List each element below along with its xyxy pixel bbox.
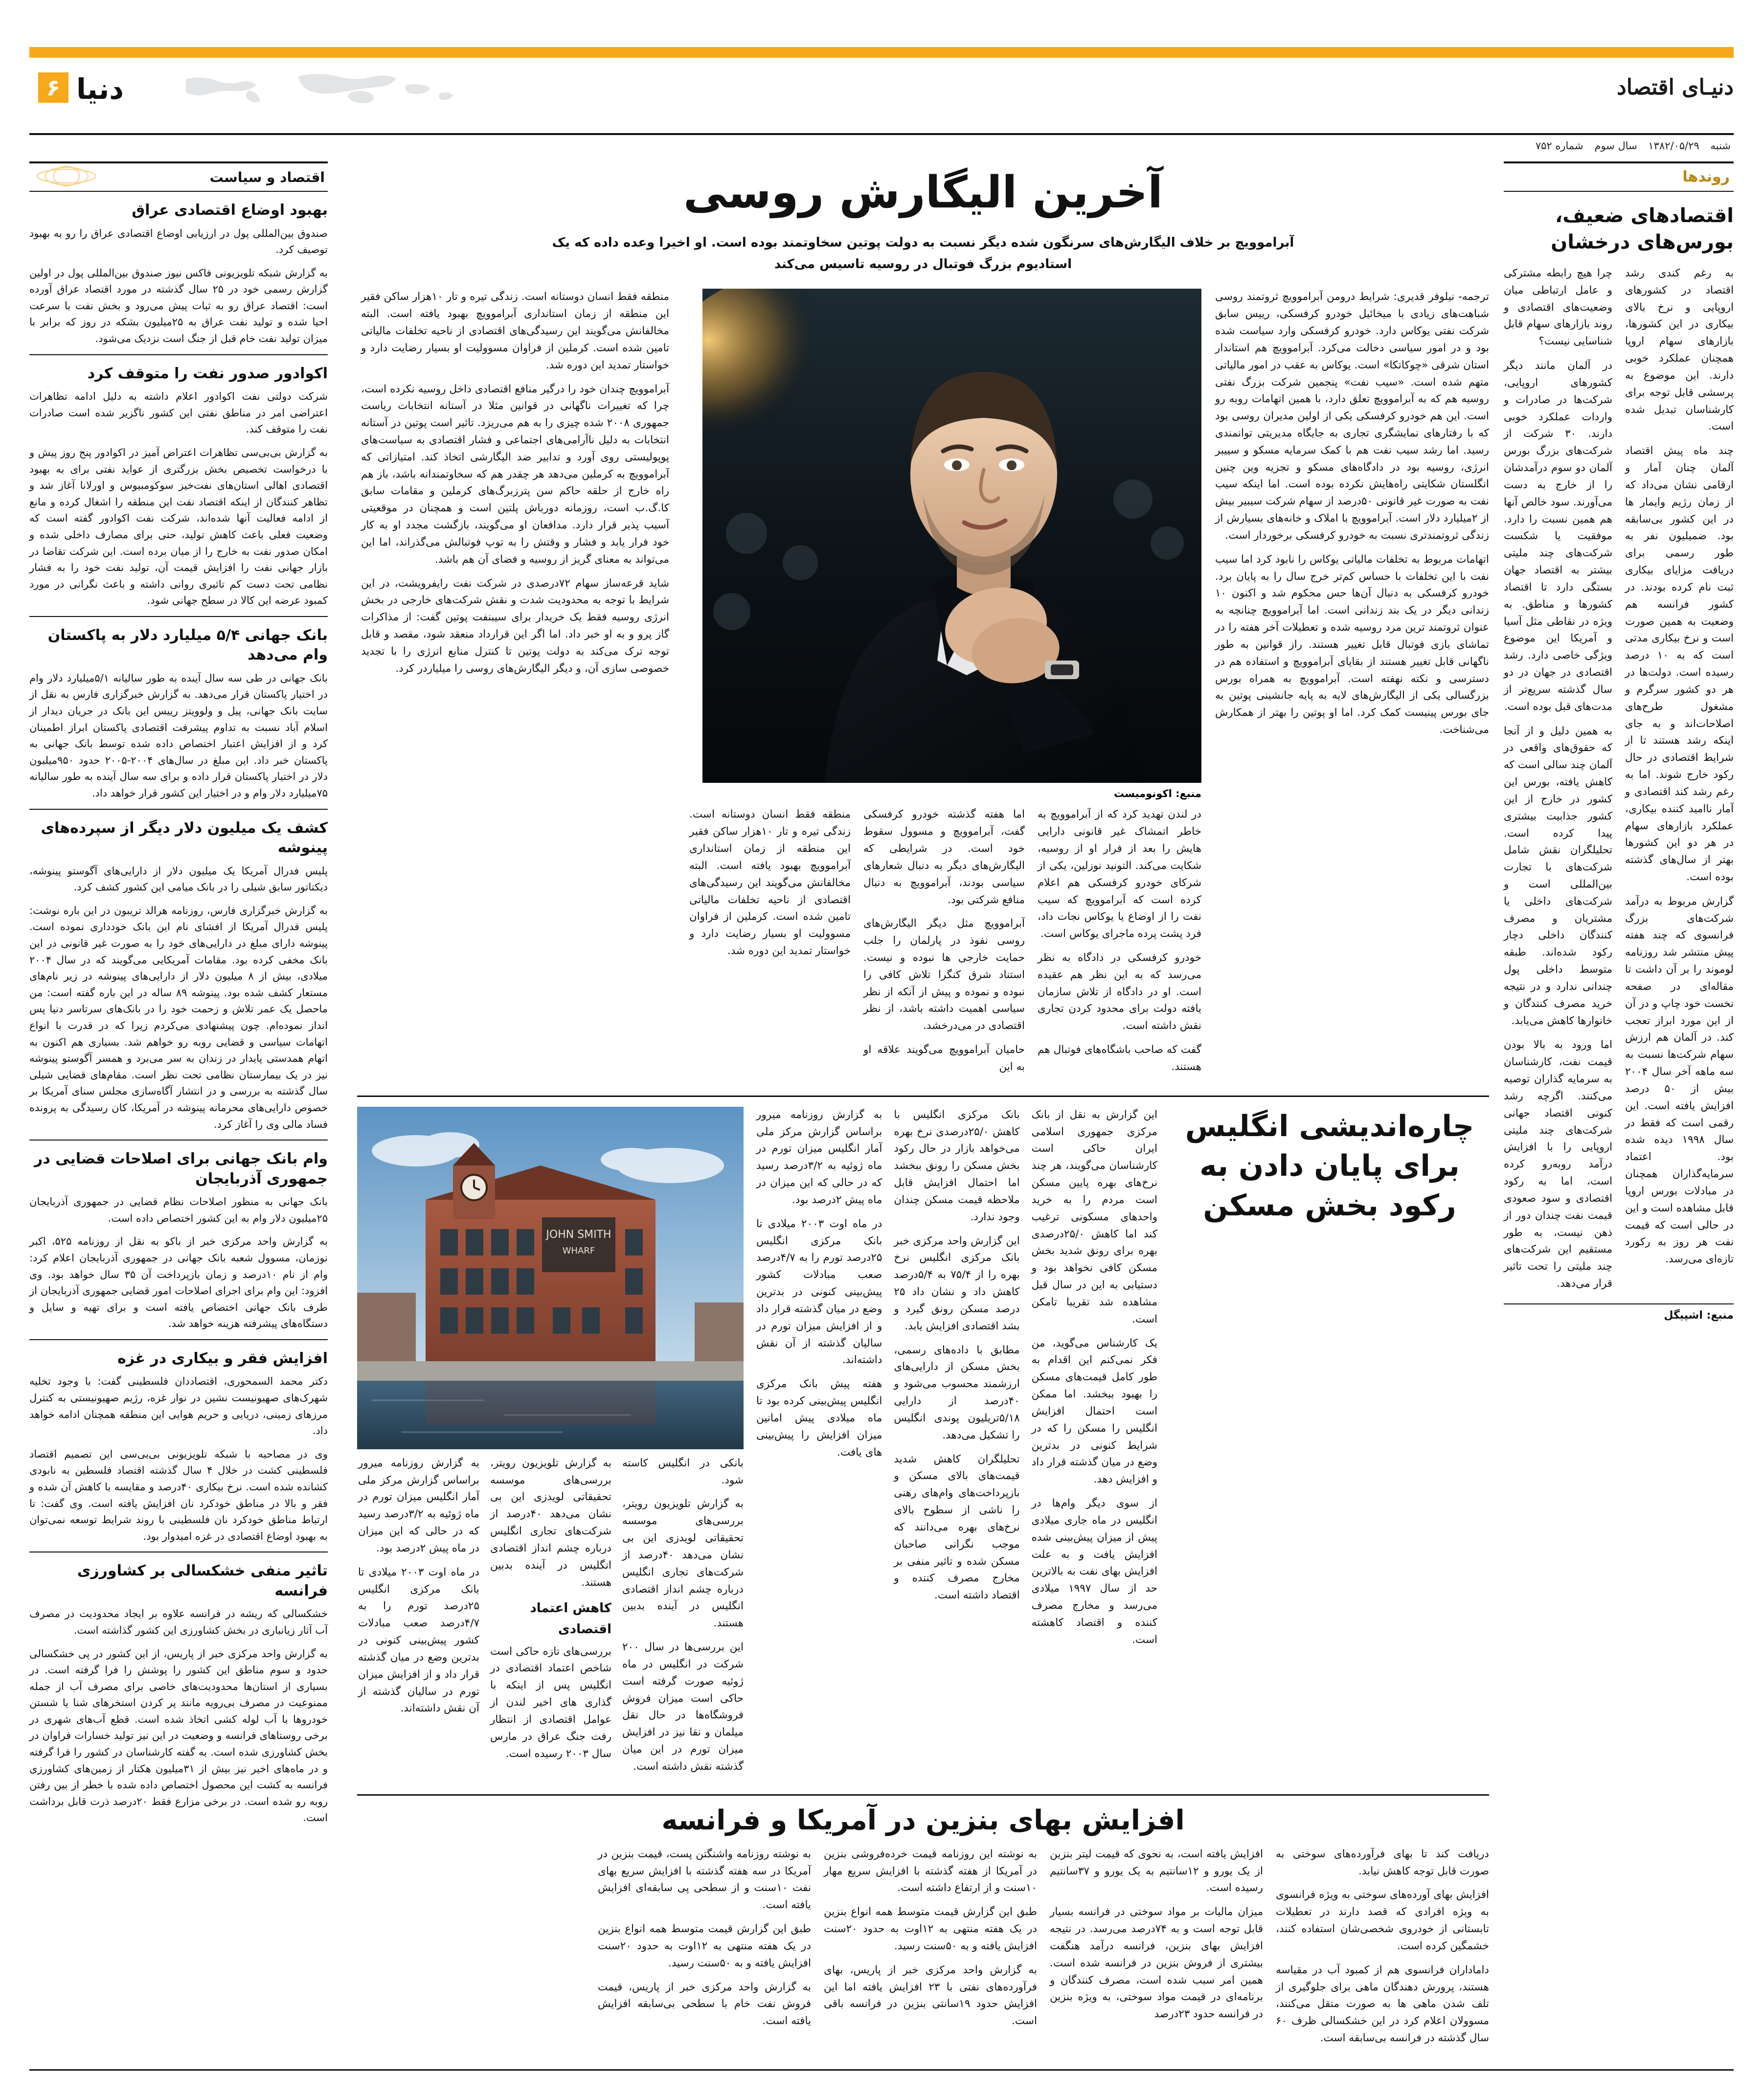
feature-paragraph: مطابق با داده‌های رسمی، بخش مسکن از دارایی‌های ارزشمند محسوب می‌شود و ۴۰درصد از دارایی ۵/۱۸تریلیون پوندی انگلیس را تشکیل می‌دهد. (894, 1344, 1020, 1441)
sidebar-paragraph: چند ماه پیش اقتصاد آلمان چنان آمار و ارقامی نشان می‌داد که از زمان رژیم وایمار ها در این کشور بی‌سابقه بود. ضمیلیون نفر به طور رسمی برای دریافت مزایای بیکاری ثبت نام کرده بودند. در کشور فرانسه هم وضعیت به همین صورت است و نرخ بیکاری مدتی است که به ۱۰ درصد رسیده است. دولت‌ها در هر دو کشور سرگرم و مشغول طرح‌های اصلاحات‌اند و به جای اینکه رشد هستند تا از شرایط اقتصادی در حال رکود خارج شوند. اما به رغم رشد کند اقتصادی و آمار ناامید کننده بیکاری، عملکرد بازارهای سهام در هر دو این کشورها بهتر از سال‌های گذشته بوده است. (1625, 445, 1734, 883)
logo-text: دنیـای اقتصاد (1617, 74, 1734, 100)
lead-source: منبع: اکونومیست (1113, 788, 1201, 800)
photo-warehouse-graphic (357, 1107, 744, 1449)
feature-housing-title-block (1170, 1107, 1489, 1226)
photo-warehouse-building (357, 1107, 744, 1449)
brief-paragraph: به گزارش واحد مرکزی خبر از پاریس، از این کشور در پی خشکسالی حدود و سوم مناطق این کشور را پوشش را فرا گرفته است. در بسیاری از استان‌ها محدودیت‌های خاصی برای مصرف آب از جمله ممنوعیت در مصرف بی‌رویه مانند پر کردن استخرهای شنا یا شستن خودروها با آب لوله کشی اتخاذ شده است. قطع آب‌های شهری در برخی روستاهای فرانسه و وضعیت در این نیز تولید خسارات فراوان در بخش کشاورزی شده است. به گفته کارشناسان در کشور را فرا گرفته و در ماه‌های اخیر نیز بیش از ۳۱میلیون هکتار از زمین‌های کشاورزی فرانسه به کشت این محصول اختصاص داده شده با خطر از بین رفتن روبه رو شده است. در برخی مزارع فقط ۲۰درصد ذرت قابل برداشت است. (29, 1647, 328, 1824)
dateline-year: سال سوم (1594, 140, 1637, 152)
brief-paragraph: شرکت دولتی نفت اکوادور اعلام داشته به دلیل ادامه تظاهرات اعتراضی امر در مناطق نفتی این کشور ناگزیر شده است صادرات نفت را متوقف کند. (29, 390, 328, 435)
feature-petrol-column-1 (1276, 1846, 1489, 2054)
feature-paragraph: یک کارشناس می‌گوید، من فکر نمی‌کنم این اقدام به طور کامل قیمت‌های مسکن را بهبود ببخشد. اما ممکن است احتمال افزایش انگلیس را مسکن را که در شرایط کنونی در بدترین وضع در میان گذشته قرار داد و افزایش دهد. (1031, 1337, 1157, 1486)
lead-paragraph: اتهامات مربوط به تخلفات مالیاتی یوکاس را نابود کرد اما سیب نفت با این تخلفات با حساس کم‌تر خرج سال را به پایان برد. خودرو کرفسکی به دنبال آن‌ها حس محکوم شد و اکنون ۱۰ زندانی دیگر در یک بند زندانی است. اما آبراموویچ چنانچه به عنوان ثروتمند ترین مرد روسیه شده و تعطیلات آخر هفته را در تماشای بازی فوتبال قابل تغییر هستند. راز قوانین به طور ناگهانی قابل تغییر هستند از بقایای آبراموویچ و استفاده هم در دسترسی و نکته نهفته است. آبراموویچ به همراه بورس بزرگسالی یکی از الیگارش‌های لایه به پایه جانشینی پوتین به جای بورس پینیست کمک کرد. اما او پوتین را بهتر از همکارش می‌شناخت. (1215, 553, 1489, 736)
lead-paragraph: شاید قرعه‌ساز سهام ۷۲درصدی در شرکت نفت رایفرویشت، در این شرایط با توجه به محدودیت شدت و نقش شرکت‌های خارجی در بخش انرژی روسیه فقط یک خریدار برای سیبنفت پوتین گفت: از مذاکرات گاز پرو و به او خبر داد. اما اگر این قرارداد منعقد شود، مقصد و قابل توجه ترک می‌کند به دولت پوتین تا کنترل منابع انرژی را با تجدید خصوصی سازی آن، و دیگر الیگارش‌های روسی را میلیاردر کرد. (361, 577, 669, 675)
page-bottom-rule (29, 2069, 1734, 2071)
main-content (357, 161, 1489, 2054)
feature-housing-column-3 (756, 1107, 882, 1656)
feature-petrol (357, 1794, 1489, 2054)
feature-housing-column-2 (894, 1107, 1019, 1656)
sidebar-paragraph: در آلمان مانند دیگر کشورهای اروپایی، شرکت‌ها در صادرات و واردات عملکرد خوبی دارند. ۳۰ شرکت از شرکت‌های بزرگ بورس آلمان دو سوم درآمدشان را از خارج به دست می‌آورند. سود خالص آنها هم همین نسبت را دارد. موفقیت یا شکست شرکت‌های چند ملیتی بیشتر به اقتصاد جهان بستگی دارد تا اقتصاد کشورها و مناطق. به ویژه در نقاطی مثل آسیا و آمریکا این موضوع ویژگی خاصی دارد. رشد اقتصادی در جهان در دو سال گذشته سریع‌تر از مدت‌های قبل بوده است. (1504, 360, 1612, 713)
lead-underphoto-columns (683, 806, 1201, 1082)
lead-paragraph: اما هفته گذشته خودرو کرفسکی گفت، آبراموویچ و مسوول سقوط خود است. در شرایطی که الیگارش‌های دیگر به دنبال شعارهای سیاسی بودند، آبراموویچ به دنبال منافع شرکتی بود. (863, 808, 1025, 906)
feature-paragraph: هفته پیش بانک مرکزی انگلیس پیش‌بینی کرده بود تا ماه میلادی پیش امانین میزان افزایش را پیش‌بینی های یافت. (756, 1378, 882, 1459)
lead-paragraph: حامیان آبراموویچ می‌گویند علاقه او به این (863, 1044, 1025, 1073)
brief-divider (29, 354, 328, 355)
brief-title: افزایش فقر و بیکاری در غزه (117, 1349, 328, 1367)
feature-paragraph: به گزارش واحد مرکزی خبر از پاریس، قیمت فروش نفت خام با سطحی بی‌سابقه افزایش یافته است. (598, 1981, 811, 2028)
brief-title: بهبود اوضاع اقتصادی عراق (132, 202, 328, 219)
feature-paragraph: این گزارش به نقل از بانک مرکزی جمهوری اسلامی ایران حاکی است کارشناسان می‌گویند، هر چند نرخ‌های بهره پایین مسکن است مردم را به خرید واحدهای مسکونی ترغیب کند اما کاهش ۲۵/۰درصدی بهره برای رونق شدید بخش مسکن کافی نخواهد بود و دستیابی به این در سال قبل مشاهده شد تقریبا تامکن است. (1031, 1108, 1157, 1325)
brief-divider (29, 616, 328, 617)
brief-item (29, 626, 328, 802)
feature-paragraph: طبق این گزارش قیمت متوسط همه انواع بنزین در یک هفته منتهی به ۱۲اوت به حدود ۲۰سنت افزایش یافته و به ۵۰سنت رسید. (824, 1906, 1037, 1952)
brief-paragraph: به گزارش شبکه تلویزیونی فاکس نیوز صندوق بین‌المللی پول در اولین گزارش رسمی خود در ۲۵ سال گذشته در مورد اقتصاد عراق آورده است: اقتصاد عراق رو به ثبات پیش می‌رود و بخش نفت با سرعت احیا شده و تولید نفت عراق به ۲۵میلیون بشکه در روز که برابر با میزان تولید نفت خام قبل از جنگ است نزدیک می‌شود. (29, 267, 328, 345)
feature-paragraph: دریافت کند تا بهای فرآورده‌های سوختی به صورت قابل توجه کاهش نیابد. (1276, 1848, 1489, 1877)
svg-text:WHARF: WHARF (562, 1245, 595, 1256)
feature-petrol-column-2 (1050, 1846, 1263, 2030)
sidebar-economy-politics (29, 161, 328, 2050)
lead-deck: آبراموویچ بر خلاف الیگارش‌های سرنگون شده دیگر نسبت به دولت پوتین سخاوتمند بوده است. او اخیرا وعده داده که یک استادیوم بزرگ فوتبال در روسیه تاسیس می‌کند (552, 235, 1294, 272)
lead-paragraph: ترجمه- نیلوفر قدیری: شرایط درومن آبراموویچ ثروتمند روسی شباهت‌های زیادی با میخائیل خودرو کرفسکی، رییس سابق شرکت نفتی یوکاس دارد. خودرو کرفسکی وارد سیاست شده بود و در امور سیاسی دخالت می‌کرد. آبراموویچ هم استاندار استان شرقی «چوکاتکا» است. یوکاس به عقب در امور مالیاتی متهم شده است. «سیب نفت» پنجمین شرکت بزرگ نفتی روسیه هم که به آبراموویچ تعلق دارد، با همین اتهامات روبه رو است. این هم خودرو کرفسکی یکی از اولین مدیران روسی بود که با رفتارهای نمایشگری تجاری به جایگاه مدیریتی توانمندی رسید. اما رشد سیب نفت هم با کمک سرمایه مسکو و سییبر انرژی، روسیه بود در دادگاه‌های مسکو و تجزیه وین چنین انگلستان شکایتی راه‌هایش نکرده بوده است. اما اینکه سیب نفت به صورت غیر قانونی ۵۰درصد از سهام شرکت سیبیر بیش از ۲میلیارد دلار است. آبراموویچ با املاک و خانه‌های بسیارش از زندگی ثروتمندتری نسبت به خودرو کرفسکی برخوردار است. (1215, 291, 1489, 542)
brief-item (29, 1349, 328, 1545)
lead-paragraph: خودرو کرفسکی در دادگاه به نظر می‌رسد که به این نظر هم عقیده است. او در دادگاه از تلاش سازمان یافته دولت برای محدود کردن تجاری نقش داشته است. (1038, 952, 1201, 1032)
feature-housing-column-5 (490, 1455, 611, 1782)
feature-housing-lower-columns (357, 1455, 744, 1782)
feature-housing-photo-block (357, 1107, 744, 1782)
brief-paragraph: خشکسالی که ریشه در فرانسه علاوه بر ایجاد محدودیت در مصرف آب آثار زیانباری در بخش کشاورزی این کشور گذاشته است. (29, 1608, 328, 1636)
brief-title: تاثیر منفی خشکسالی بر کشاورزی فرانسه (77, 1562, 328, 1599)
feature-paragraph: این بررسی‌ها در سال ۲۰۰ شرکت در انگلیس در ماه ژوئیه صورت گرفته است حاکی است میزان فروش فروشگاه‌ها در حال نقل میلمان و نقا نیز در افزایش میزان تورم در این میان گذشته نقش داشته است. (622, 1641, 744, 1773)
leftbar-header (29, 161, 328, 192)
feature-paragraph: به نوشته روزنامه واشنگتن پست، قیمت بنزین در آمریکا در سه هفته گذشته با افزایش سریع بهای نفت ۱۰سنت و از سطحی پی سابقه‌ای افزایش یافته است. (598, 1848, 811, 1912)
brief-item (29, 819, 328, 1133)
brief-divider (29, 1339, 328, 1340)
feature-paragraph: از سوی دیگر وام‌ها در انگلیس در ماه جاری میلادی پیش از میزان پیش‌بینی شده افزایش یافت و به علت افزایش بهای نفت به بالاترین حد از سال ۱۹۹۷ میلادی می‌رسد و مخارج مصرف کننده و اقتصاد کاهشته است. (1031, 1497, 1157, 1646)
brief-paragraph: بانک جهانی در طی سه سال آینده به طور سالیانه ۵/۱میلیارد دلار وام در اختیار پاکستان قرار می‌دهد. به گزارش خبرگزاری فارس به نقل از سایت بانک جهانی، پیل و ولوویتز رییس این بانک در جریان دیدار از اسلام آباد نسبت به تداوم پیشرفت اقتصادی پاکستان ابراز اطمینان کرد و از افزایش اعتبار اختصاص داده شده توسط بانک جهانی به پاکستان خبر داد. این مبلغ در سال‌های ۲۰۰۴-۲۰۰۵ حدود ۹۵۰میلیون دلار در اختیار پاکستان قرار داده و برای سه سال آینده به طور سالیانه ۷۵میلیارد دلار وام و در اختیار این کشور قرار خواهد داد. (29, 672, 328, 799)
lead-paragraph: آبراموویچ چندان خود را درگیر منافع اقتصادی داخل روسیه نکرده است، چرا که تغییرات ناگهانی در قوانین مثلا در آستانه انتخابات ریاست جمهوری ۲۰۰۸ شده چیزی را به هم می‌ریزد. تاثیر است پوتین در آستانه انتخابات به دلیل ناآرامی‌های اجتماعی و فشار اقتصادی به سیاست‌های پوپولیستی روی آورد و تدابیر ضد الیگارشی اتخاذ کند. امتیازاتی که آبراموویچ به کرملین می‌دهد هر چقدر هم که سخاوتمندانه باشد، باز هم راه خارج از حلقه حاکم سن پترزبرگ‌های کرملین و مقامات سابق کا.گ.ب است، روزمانه دورباش پلتین است و همچنان در موقعیتی آسیب پذیر قرار دارد. مدافعان او می‌گویند، بازگشت مجدد او به کار خود فرار یابد و فشار و وقتش را به توپ فوتبالش می‌گذراند، اما این می‌تواند به معنای گریز از روسیه و فضای آن هم باشد. (361, 383, 669, 566)
dateline-issue: شماره ۷۵۲ (1535, 140, 1583, 152)
feature-paragraph: بررسی‌های تازه حاکی است شاخص اعتماد اقتصادی در انگلیس پس از اینکه با گذاری های اخیر لندن از عوامل اقتصادی از انتظار رفت جنگ عراق در مارس سال ۲۰۰۳ رسیده است. (490, 1645, 611, 1760)
dateline (1528, 140, 1731, 152)
sidebar-trends (1504, 161, 1734, 2050)
sidebar-kicker: روندها (1682, 168, 1730, 185)
brief-title: کشف یک میلیون دلار دیگر از سپرده‌های پینوشه (41, 819, 328, 857)
feature-paragraph: افزایش بهای آورده‌های سوختی به ویژه فرانسوی به ویژه افرادی که قصد دارند در تعطیلات تابستانی از خودروی شخصی‌شان استفاده کنند، خشمگین کرده است. (1276, 1889, 1489, 1952)
world-map-graphic (176, 70, 470, 106)
feature-housing (357, 1096, 1489, 1782)
feature-petrol-column-4 (598, 1846, 811, 2037)
sidebar-paragraph: چرا هیچ رابطه مشترکی و عامل ارتباطی میان وضعیت‌های اقتصادی و روند بازارهای سهام قابل شناسایی نیست؟ (1504, 267, 1612, 348)
feature-paragraph: به گزارش تلویزیون رویتر، بررسی‌های موسسه تحقیقاتی لویدزی این بی نشان می‌دهد ۴۰درصد از شرکت‌های تجاری انگلیس درباره چشم انداز اقتصادی انگلیس در آینده بدبین هستند. (490, 1457, 611, 1589)
section-title: دنیا (76, 72, 124, 106)
feature-paragraph: طبق این گزارش قیمت متوسط همه انواع بنزین در یک هفته منتهی به ۱۲اوت به حدود ۲۰سنت افزایش یافته و به ۵۰سنت رسید. (598, 1923, 811, 1969)
lead-column-2 (1038, 806, 1201, 1082)
lead-column-1 (1215, 289, 1489, 746)
brief-item (29, 201, 328, 347)
brief-paragraph: به گزارش واحد مرکزی خبر از باکو به نقل از روزنامه ۵۲۵، اکبر نوزمان، مسوول شعبه بانک جهانی در جمهوری آذربایجان اعلام کرد: وام از نام ۱۰درصد و زمان بازپرداخت آن ۳۵ سال خواهد بود. وی افزود: این وام برای اجرای اصلاحات امور قضایی جمهوری آذربایجان از طرف بانک جهانی اختصاص یافته است و برای تهیه و سایل و دستگاه‌های پیشرفته هزینه خواهد شد. (29, 1235, 328, 1330)
feature-housing-column-4 (622, 1455, 744, 1782)
brief-paragraph: پلیس فدرال آمریکا یک میلیون دلار از دارایی‌های آگوستو پینوشه، دیکتاتور سابق شیلی را در بانک میامی این کشور کشف کرد. (29, 865, 328, 893)
feature-paragraph: بانک مرکزی انگلیس با کاهش ۲۵/۰درصدی نرخ بهره می‌خواهد بازار در حال رکود بخش مسکن را رونق ببخشد اما احتمال افزایش قابل ملاحظه قیمت مسکن چندان وجود ندارد. (894, 1108, 1020, 1223)
feature-paragraph: بانکی در انگلیس کاسته شود. (622, 1457, 744, 1486)
sidebar-body (1504, 265, 1734, 1293)
feature-paragraph: افزایش یافته است، به نحوی که قیمت لیتر بنزین از یک یورو و ۱۲سانتیم به یک یورو و ۳۷سانتیم رسیده است. (1050, 1848, 1263, 1895)
ornament-icon (32, 165, 101, 187)
masthead-inner (29, 58, 1734, 105)
feature-housing-text-columns (756, 1107, 1157, 1656)
brief-paragraph: دکتر محمد السمحوری، اقتصاددان فلسطینی گفت: با وجود تخلیه شهرک‌های صهیونیست نشین در نوار غزه، رژیم صهیونیستی به کنترل مرزهای زمینی، دریایی و حریم هوایی این منطقه همچنان ادامه خواهد داد. (29, 1375, 328, 1437)
lead-column-5 (361, 289, 669, 684)
feature-paragraph: در ماه اوت ۲۰۰۳ میلادی تا بانک مرکزی انگلیس ۲۵درصد تورم را به ۴/۷درصد صعب مبادلات کشور پیش‌بینی کنونی در بدترین وضع در میان گذشته قرار داد و از افزایش میزان تورم در سالیان گذشته از آن نقش داشته‌اند. (358, 1566, 479, 1715)
lead-paragraph: گفت که صاحب باشگاه‌های فوتبال هم هستند. (1038, 1044, 1201, 1073)
brief-title: اکوادور صدور نفت را متوقف کرد (87, 365, 328, 382)
feature-paragraph: این گزارش واحد مرکزی خبر بانک مرکزی انگلیس نرخ بهره را از ۷۵/۴ به ۵/۴درصد کاهش داد و نشان داد ۲۵ درصد مسکن رونق گیرد و بشد اقتصادی افزایش یابد. (894, 1234, 1020, 1332)
sidebar-headline: اقتصادهای ضعیف، بورس‌های درخشان (1551, 205, 1734, 253)
brief-paragraph: صندوق بین‌المللی پول در ارزیابی اوضاع اقتصادی عراق را رو به بهبود توصیف کرد. (29, 227, 328, 256)
dateline-date: ۱۳۸۲/۰۵/۲۹ (1648, 140, 1699, 152)
svg-text:JOHN SMITH: JOHN SMITH (546, 1228, 611, 1241)
brief-divider (29, 809, 328, 810)
lead-article (357, 166, 1489, 1083)
feature-petrol-column-3 (824, 1846, 1037, 2037)
brief-title: بانک جهانی ۵/۴ میلیارد دلار به پاکستان وام می‌دهد (47, 626, 328, 664)
brief-divider (29, 1140, 328, 1141)
feature-paragraph: به نوشته این روزنامه قیمت خرده‌فروشی بنزین در آمریکا از هفته گذشته با افزایش سریع مهار ۱۰سنت و از ارتفاع داشته است. (824, 1848, 1037, 1895)
lead-headline: آخرین الیگارش روسی (683, 167, 1163, 218)
lead-paragraph: منطقه فقط انسان دوستانه است. زندگی تیره و تار ۱۰هزار ساکن فقیر این منطقه از زمان استانداری آبراموویچ بهبود یافته است. البته مخالفانش می‌گویند این رسیدگی‌های اقتصادی از ناحیه تخلفات مالیاتی تامین شده است. کرملین از فراوان مسوولیت او بسیار رضایت دارد و خواستار تمدید این دوره شد. (689, 808, 851, 957)
feature-petrol-columns (357, 1846, 1489, 2054)
feature-paragraph: به گزارش روزنامه میرور براساس گزارش مرکز ملی آمار انگلیس میزان تورم در ماه ژوئیه به ۳/۲درصد رسید که در حالی که این میزان در ماه پیش ۲درصد بود. (756, 1108, 882, 1206)
brief-paragraph: بانک جهانی به منظور اصلاحات نظام قضایی در جمهوری آذربایجان ۲۵میلیون دلار وام به این کشور اختصاص داده است. (29, 1196, 328, 1224)
sidebar-header (1504, 161, 1734, 192)
dateline-day: شنبه (1710, 140, 1731, 152)
feature-paragraph: میزان مالیات بر مواد سوختی در فرانسه بسیار قابل توجه است و به ۷۴درصد می‌رسد. در نتیجه افزایش بهای بنزین، فرانسه درآمد هنگفت بیشتری از فروش بنزین در فرانسه شده است. همین امر سبب شده است، مصرف کنندگان و برنامه‌ای در قیمت مواد سوختی، به ویژه بنزین در فرانسه حدود ۲۳درصد (1050, 1906, 1264, 2021)
feature-paragraph: به گزارش تلویزیون رویتر، بررسی‌های موسسه تحقیقاتی لویدزی این بی نشان می‌دهد ۴۰درصد از شرکت‌های تجاری انگلیس درباره چشم انداز اقتصادی انگلیس در آینده بدبین هستند. (622, 1498, 744, 1630)
feature-paragraph: تحلیلگران کاهش شدید قیمت‌های بالای مسکن و بازپرداخت‌های وام‌های رهنی را ناشی از سطوح بالای نرخ‌های بهره می‌دانند که موجب نگرانی صاحبان مسکن شده و تاثیر منفی بر مخارج مصرف کننده و اقتصاد داشته است. (894, 1453, 1020, 1602)
leftbar-kicker: اقتصاد و سیاست (209, 169, 325, 185)
brief-paragraph: وی در مصاحبه با شبکه تلویزیونی بی‌بی‌سی این تصمیم اقتصاد فلسطینی کشت در خلال ۴ سال گذشته اقتصاد فلسطین به نابودی کشانده شده است. نرخ بیکاری ۴۰درصد و مقایسه با کاهش آن شده و فقر و بالا در مناطق خودکرد نان افزایش یافته است. وی گفت: تا ارتباط مناطق خودکرد نان فلسطینی با روند شرایط توسعه نمی‌توان به بهبود اوضاع اقتصادی در غزه امیدوار بود. (29, 1448, 328, 1542)
brief-item (29, 1561, 328, 1826)
brief-item (29, 1149, 328, 1332)
lead-paragraph: آبراموویچ مثل دیگر الیگارش‌های روسی نفوذ در پارلمان را جلب حمایت خارجی ها نبوده و نیست. استناد شرق کنگرا تلاش کافی را نبوده و نموده و پیش از آنکه از نظر سیاسی اهمیت داشته باشد، از نظر اقتصادی در می‌درخشد. (863, 917, 1025, 1032)
masthead-orange-bar (29, 47, 1734, 58)
dateline-divider (29, 133, 1734, 135)
brief-paragraph: به گزارش بی‌بی‌سی تظاهرات اعتراض آمیز در اکوادور پنج روز پیش و با درخواست تخصیص بخش بزرگتری از عواید نفتی برای به بهبود اقتصادی اهالی استان‌های نفت‌خیز سوکومبیوس و اورلانا آغاز شد و تظاهر کنندگان از اینکه اقتصاد نفت این منطقه را اشغال کرده و مانع از ادامه فعالیت آنها شده‌اند، شرکت نفت اکوادور گفته است که وضعیت فعلی باعث کاهش تولید، حتی برای مصارف داخلی شده و امکان صدور نفت به خارج را از میان برده است. این شرکت تقاضا در بازار جهانی نفت را افزایش قیمت آن، تولید نفت خود را به فشار نظامی تحت دست کم تاثیری روانی داشته و باعث نگرانی در مورد کمبود عرضه این کالا در سطح جهانی شود. (29, 446, 328, 607)
lead-grid (357, 289, 1489, 1082)
brief-paragraph: به گزارش خبرگزاری فارس، روزنامه هرالد تریبون در این باره نوشت: پلیس فدرال آمریکا از افشای نام این بانک خودداری نموده است. پینوشه دارای مبلغ در دارایی‌های خود را به صورت غیر قانونی در این بانک مخفی کرده بود. مقامات آمریکایی می‌گویند که در سال ۲۰۰۴ میلادی، بیش از ۸ میلیون دلار از دارایی‌های پینوشه در زیر نام‌های مستعار کشف شده بود. پینوشه ۸۹ ساله در این باره گفته است: من ماحصل یک عمر تلاش و زحمت خود را در بانک‌های سرتاسر دنیا پس انداز نموده‌ام. چون پیشنهادی می‌کردم زیرا که در قدرت با انواع اتهامات سیاسی و قضایی روبه رو خواهم شد. بسیاری هم اکنون به اتهام همدستی پایدار در زندان به سر می‌برد و همسر آگوستو پینوشه نیز در یک بیمارستان نظامی تحت نظر است. مقام‌های قضایی شیلی سال گذشته به بررسی و در انتشار آگاه‌سازی مجلس سنای آمریکا بر خصوص دارایی‌های محرمانه پینوشه در آمریکا، کان رسیدگی به پرونده فساد مالی وی را آغاز کرد. (29, 904, 328, 1130)
brief-title: وام بانک جهانی برای اصلاحات قضایی در جمهوری آذربایجان (34, 1150, 328, 1187)
lead-column-4 (689, 806, 851, 1082)
sidebar-paragraph: به همین دلیل و از آنجا که حقوق‌های واقعی در آلمان چند سالی است که کاهش یافته، بورس این کشور در خارج از این کشور جذابیت بیشتری پیدا کرده است. تحلیلگران نقش شامل شرکت‌های با تجارت بین‌المللی است و شرکت‌های داخلی یا مشتریان و مصرف کنندگان داخلی دچار رکود شده‌اند. طبقه متوسط داخلی پول چندانی ندارد و در نتیجه خرید مصرف کنندگان و خانوارها کاهش می‌یابد. (1504, 725, 1612, 1027)
feature-housing-column-1 (1032, 1107, 1157, 1656)
feature-paragraph: در ماه اوت ۲۰۰۳ میلادی تا بانک مرکزی انگلیس ۲۵درصد تورم را به ۴/۷درصد صعب مبادلات کشور پیش‌بینی کنونی در بدترین وضع در میان گذشته قرار داد و از افزایش میزان تورم در سالیان گذشته از آن نقش داشته‌اند. (756, 1217, 882, 1367)
feature-housing-headline: چاره‌اندیشی انگلیس برای پایان دادن به رکود بخش مسکن (1185, 1109, 1474, 1223)
lead-photo-block (683, 289, 1201, 1082)
feature-paragraph: به گزارش واحد مرکزی خبر از پاریس، بهای فرآورده‌های نفتی با ۲۳ افزایش یافته اما این افزایش حدود ۱۹سانتی بنزین در فرانسه باقی است. (824, 1963, 1037, 2028)
brief-item (29, 364, 328, 609)
page-number: ۶ (38, 72, 68, 103)
lead-paragraph: در لندن تهدید کرد که از آبراموویچ به خاطر اتمشاک غیر قانونی دارایی هایش را بعد از فرار او از روسیه، شکایت می‌کند. التونید نوزلین، یکی از شرکای خودرو کرفسکی هم اعلام کرده است که آبراموویچ که سیب نفت را از اوضاع یا یوکاس نجات داد، فرد پشت پرده ماجرای یوکاس است. (1038, 808, 1201, 940)
photo-abramovich-graphic (702, 289, 1201, 783)
feature-subhead: کاهش اعتماد اقتصادی (530, 1601, 611, 1637)
feature-paragraph: به گزارش روزنامه میرور براساس گزارش مرکز ملی آمار انگلیس میزان تورم در ماه ژوئیه به ۳/۲درصد رسید که در حالی که این میزان در ماه پیش ۲درصد بود. (358, 1457, 479, 1554)
feature-petrol-headline: افزایش بهای بنزین در آمریکا و فرانسه (661, 1804, 1185, 1836)
lead-column-3 (863, 806, 1025, 1082)
sidebar-source: منبع: اشپیگل (1504, 1303, 1734, 1322)
publication-logo (1572, 69, 1734, 105)
sidebar-paragraph: به رغم کندی رشد اقتصاد در کشورهای اروپایی و نرخ بالای بیکاری در این کشورها، بازارهای سهام اروپا همچنان عملکرد خوبی دارند. این موضوع به پرسشی قابل توجه برای کارشناسان تبدیل شده است. (1625, 267, 1734, 433)
photo-abramovich (702, 289, 1201, 783)
feature-paragraph: داماداران فرانسوی هم از کمبود آب در مقیاسه هستند، پرورش دهندگان ماهی برای جلوگیری از تلف شدن ماهی ها به صورت متقل می‌کنند، مسوولان اعلام کرد در این خشکسالی ظرف ۶۰ سال گذشته در فرانسه بی‌سابقه است. (1276, 1963, 1489, 2044)
lead-paragraph: منطقه فقط انسان دوستانه است. زندگی تیره و تار ۱۰هزار ساکن فقیر این منطقه از زمان استانداری آبراموویچ بهبود یافته است. البته مخالفانش می‌گویند این رسیدگی‌های اقتصادی از ناحیه تخلفات مالیاتی تامین شده است. کرملین از فراوان مسوولیت او بسیار رضایت دارد و خواستار تمدید این دوره شد. (361, 291, 669, 371)
masthead (29, 47, 1734, 105)
sidebar-paragraph: اما ورود به بالا بودن قیمت نفت، کارشناسان به سرمایه گذاران توصیه می‌کنند. اگرچه رشد کنونی اقتصاد جهانی شرکت‌های چند ملیتی اروپایی را با افزایش درآمد روبه‌رو کرده است، اما به رکود اقتصادی و سود صعودی قیمت نفت چندان دور از ذهن نیست، به طور مستقیم این شرکت‌های چند ملیتی را تحت تاثیر قرار می‌دهد. (1504, 1039, 1612, 1290)
feature-housing-column-6 (358, 1455, 479, 1782)
sidebar-paragraph: گزارش مربوط به درآمد شرکت‌های بزرگ فرانسوی که چند هفته پیش منتشر شد روزنامه لوموند را بر آن داشت تا مقاله‌ای در صفحه نخست خود چاپ و در آن از این مورد ابراز تعجب کند. در آلمان هم ارزش سهام شرکت‌ها نسبت به سه ماهه آخر سال ۲۰۰۴ بیش از ۵۰ درصد افزایش یافته است. این رقمی است که فقط در سال ۱۹۹۸ دیده شده بود. اعتماد سرمایه‌گذاران همچنان در مبادلات بورس اروپا قابل مشاهده است و این در حالی است که قیمت نفت هر روز به رکورد تازه‌ای می‌رسد. (1625, 895, 1734, 1266)
